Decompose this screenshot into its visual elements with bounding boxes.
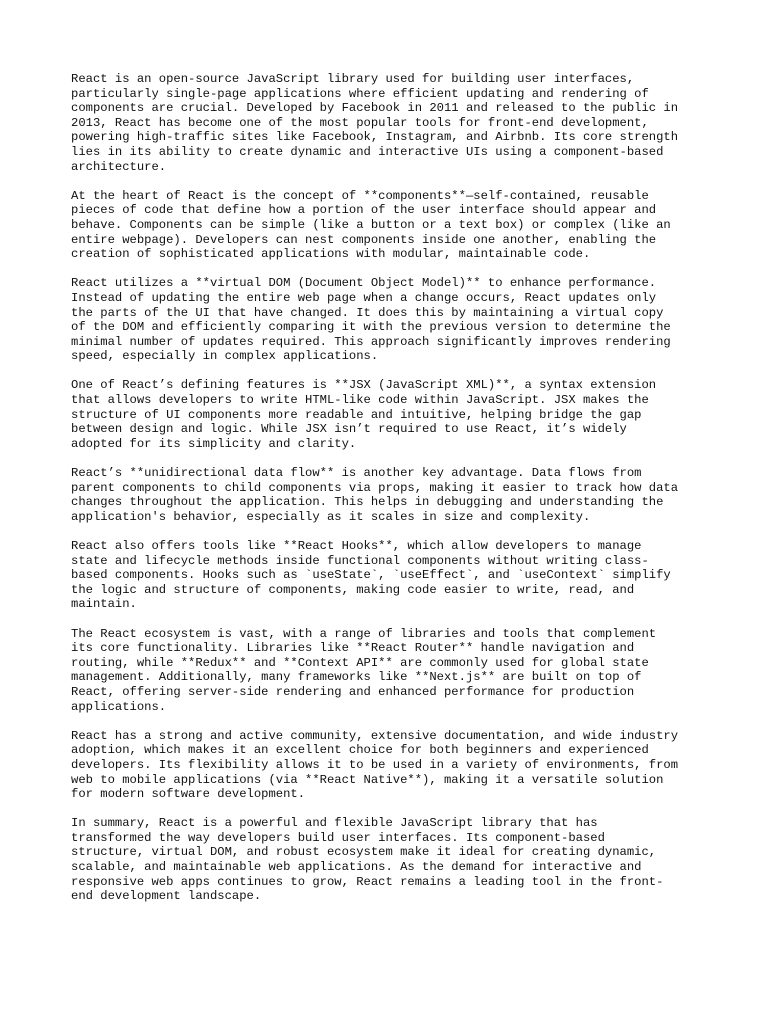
paragraph-hooks: React also offers tools like **React Hooks**, which allow developers to manage state and lifecycle methods inside functional components without writing class- based components. Hooks such as `useState`, `useEffect`, and `useContext` simplify the logic and structure of components, making code easier to write, read, and maintain. [71,539,671,612]
paragraph-ecosystem: The React ecosystem is vast, with a range of libraries and tools that complement its core functionality. Libraries like **React Router** handle navigation and routing, while **Redux** and **Context API** are commonly used for global state management. Additionally, many frameworks like **Next.js** are built on top of React, offering server-side rendering and enhanced performance for production applications. [71,626,657,714]
paragraph-community: React has a strong and active community, extensive documentation, and wide industry adoption, which makes it an excellent choice for both beginners and experienced developers. Its flexibility allows it to be used in a variety of environments, from web to mobile applications (via **React Native**), making it a versatile solution for modern software development. [71,728,679,802]
paragraph-summary: In summary, React is a powerful and flexible JavaScript library that has transformed the way developers build user interfaces. Its component-based structure, virtual DOM, and robust ecosystem make it ideal for creating dynamic, scalable, and maintainable web applications. As the demand for interactive and responsive web apps continues to grow, React remains a leading tool in the front- end development landscape. [71,816,664,904]
document-page [71,72,711,918]
paragraph-virtual-dom: React utilizes a **virtual DOM (Document Object Model)** to enhance performance. Instead of updating the entire web page when a change occurs, React updates only the parts of the UI that have changed. It does this by maintaining a virtual copy of the DOM and efficiently comparing it with the previous version to determine the minimal number of updates required. This approach significantly improves rendering speed, especially in complex applications. [71,276,671,364]
paragraph-intro: React is an open-source JavaScript library used for building user interfaces, particularly single-page applications where efficient updating and rendering of components are crucial. Developed by Facebook in 2011 and released to the public in 2013, React has become one of the most popular tools for front-end development, powering high-traffic sites like Facebook, Instagram, and Airbnb. Its core strength lies in its ability to create dynamic and interactive UIs using a component-based architecture. [71,72,679,174]
paragraph-data-flow: React’s **unidirectional data flow** is another key advantage. Data flows from parent components to child components via props, making it easier to track how data changes throughout the application. This helps in debugging and understanding the application's behavior, especially as it scales in size and complexity. [71,466,679,524]
paragraph-components: At the heart of React is the concept of **components**—self-contained, reusable pieces of code that define how a portion of the user interface should appear and behave. Components can be simple (like a button or a text box) or complex (like an entire webpage). Developers can nest components inside one another, enabling the creation of sophisticated applications with modular, maintainable code. [71,188,671,262]
paragraph-jsx: One of React’s defining features is **JSX (JavaScript XML)**, a syntax extension that allows developers to write HTML-like code within JavaScript. JSX makes the structure of UI components more readable and intuitive, helping bridge the gap between design and logic. While JSX isn’t required to use React, it’s widely adopted for its simplicity and clarity. [71,378,657,451]
